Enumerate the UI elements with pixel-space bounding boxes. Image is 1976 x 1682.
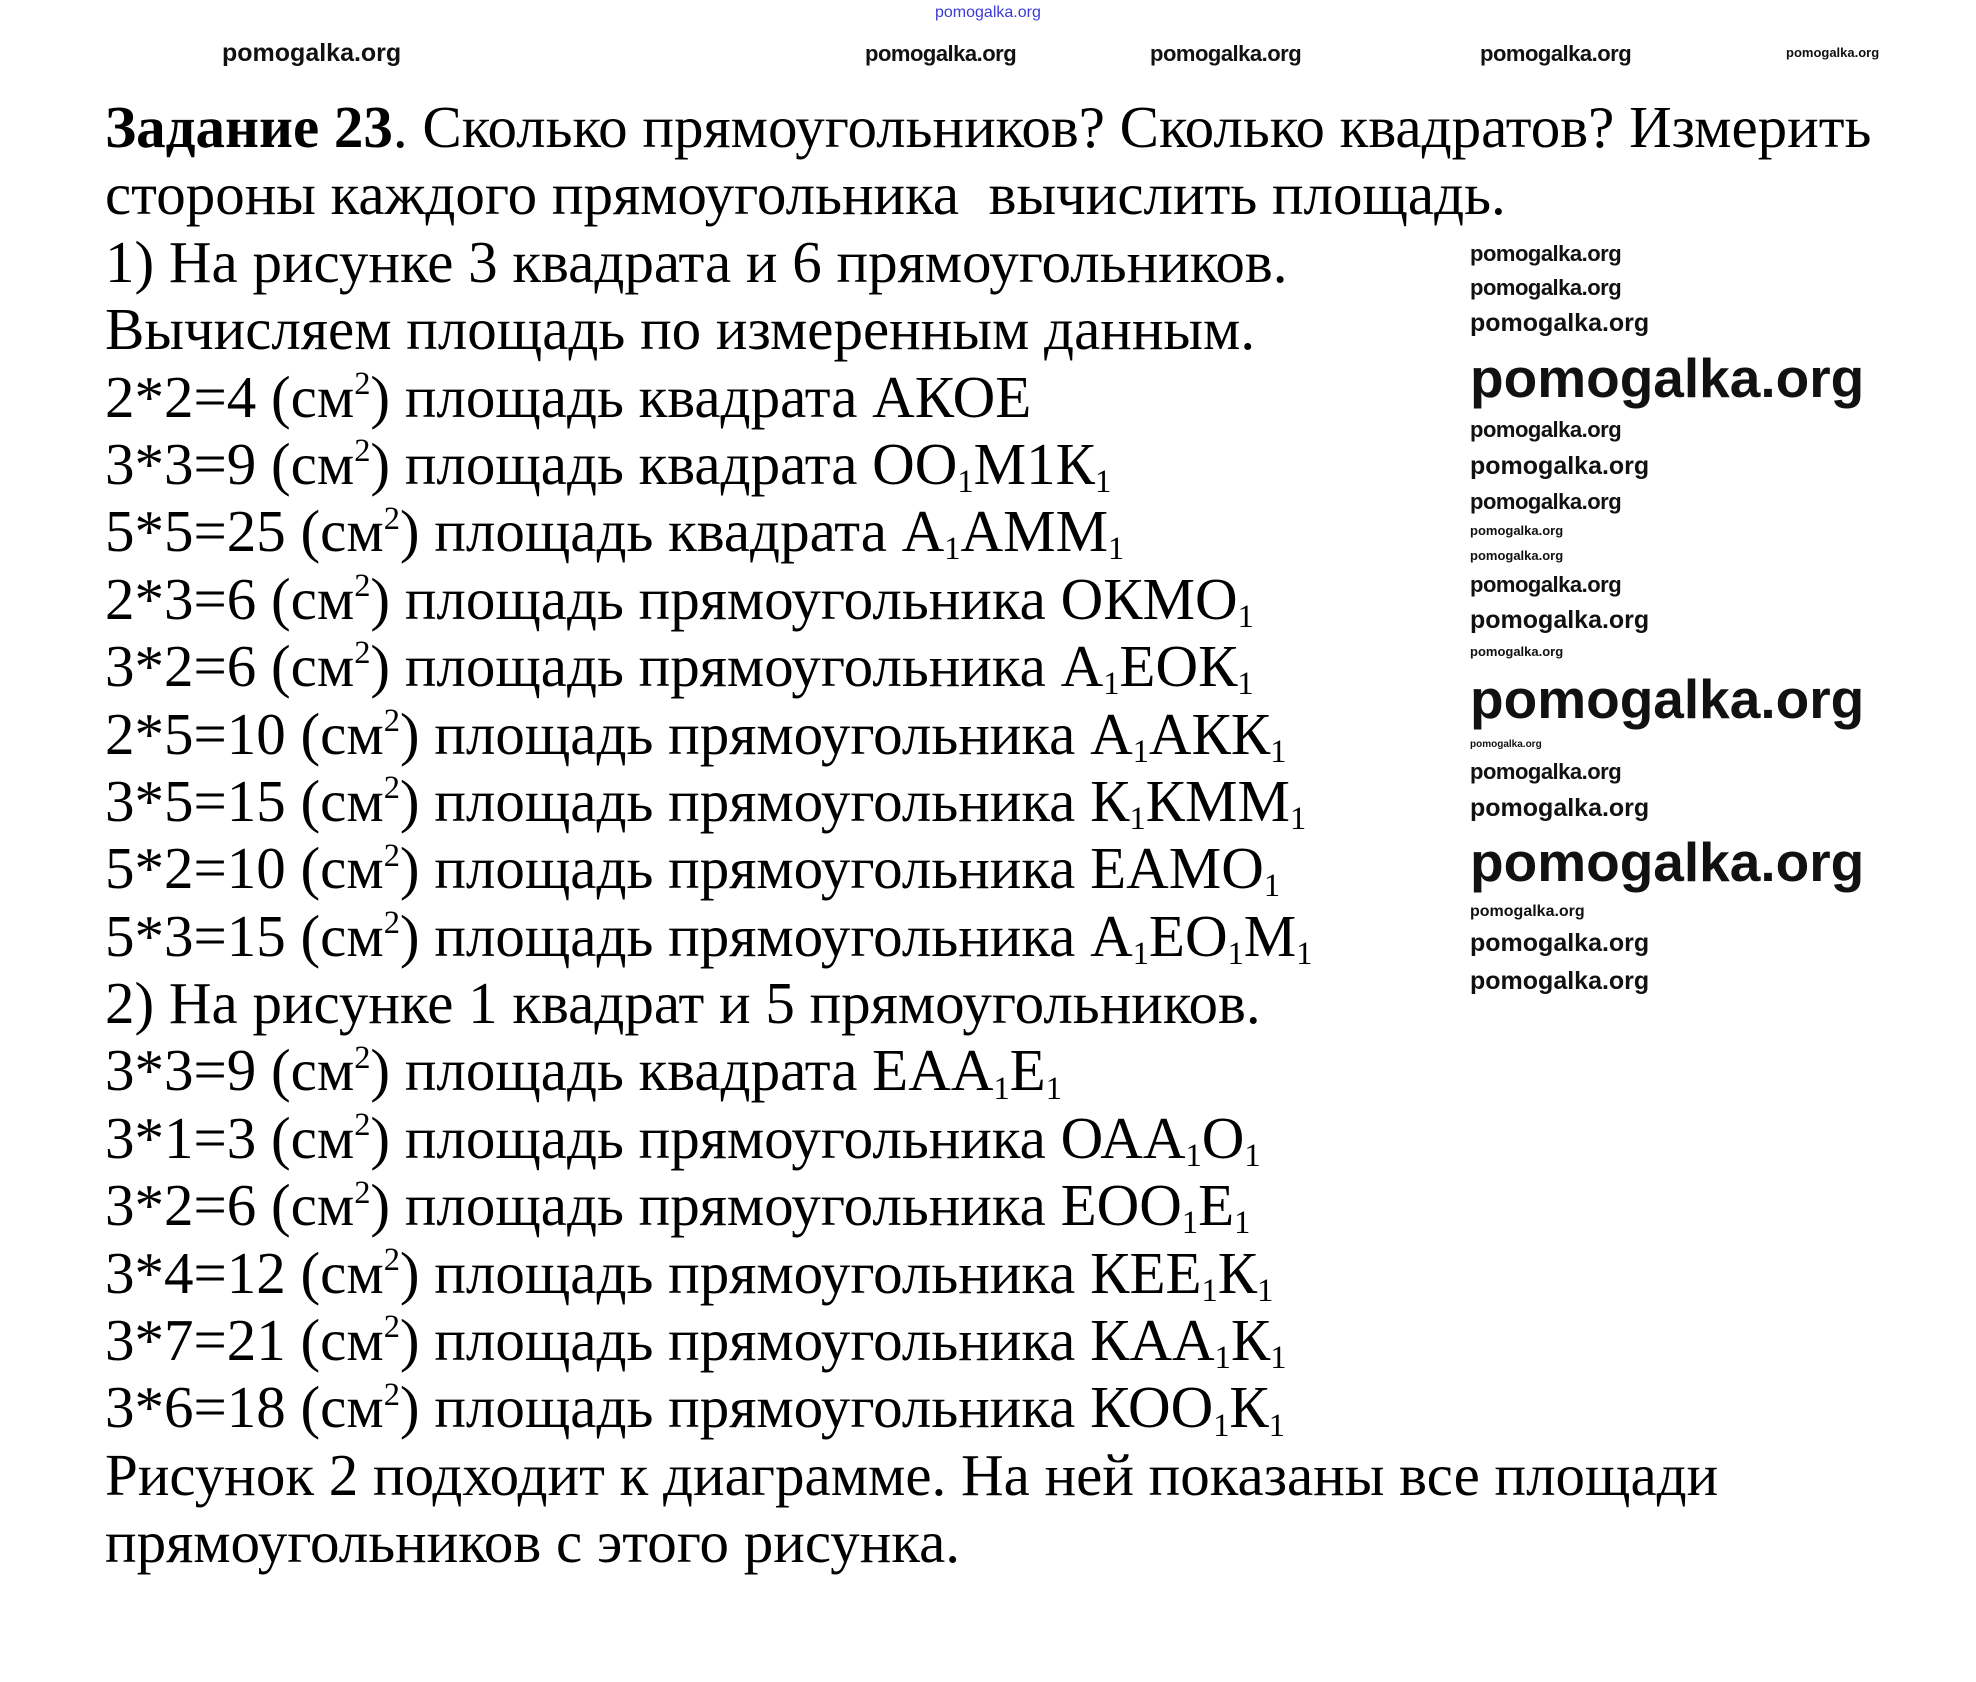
text-segment: К [1217,1239,1258,1306]
watermark: pomogalka.org [1470,667,1865,730]
watermark: pomogalka.org [1480,41,1632,66]
text-segment: 3*5=15 (см [105,767,384,834]
subscript: 1 [1201,1272,1218,1309]
superscript: 2 [354,1039,371,1076]
text-segment: ) площадь прямоугольника А [399,700,1133,767]
text-segment: 5*3=15 (см [105,902,384,969]
subscript: 1 [1257,1272,1274,1309]
text-segment: 2) На рисунке 1 квадрат и 5 прямоугольников. [105,970,1261,1037]
watermark: pomogalka.org [1470,902,1585,920]
watermark: pomogalka.org [1470,739,1542,751]
superscript: 2 [354,635,371,672]
superscript: 2 [383,1376,400,1413]
text-segment: Вычисляем площадь по измеренным данным. [105,296,1256,363]
watermark: pomogalka.org [1470,571,1622,597]
text-segment: К [1229,1374,1269,1441]
superscript: 2 [383,702,400,739]
superscript: 2 [383,1241,400,1278]
text-line [105,1307,1871,1377]
superscript: 2 [354,568,371,605]
text-segment: 3*3=9 (см [105,1037,355,1104]
text-segment: ) площадь квадрата ЕАА [370,1037,994,1104]
text-segment: Рисунок 2 подходит к диаграмме. На ней показаны все площади [105,1441,1719,1508]
text-segment: ) площадь прямоугольника А [370,633,1104,700]
subscript: 1 [1289,801,1307,838]
watermark-column [1470,242,1864,995]
superscript: 2 [383,1309,400,1346]
subscript: 1 [1181,1205,1199,1242]
watermark: pomogalka.org [1470,309,1650,338]
superscript: 2 [354,1174,371,1211]
text-segment: Е [1198,1172,1235,1239]
text-line [105,1442,1871,1509]
subscript: 1 [1213,1407,1230,1444]
subscript: 1 [1237,666,1254,703]
watermark: pomogalka.org [1150,41,1302,66]
superscript: 2 [383,770,400,807]
text-segment: 1) На рисунке 3 квадрата и 6 прямоугольников. [105,228,1288,295]
watermark: pomogalka.org [1470,417,1622,443]
text-segment: 3*6=18 (см [105,1374,384,1441]
watermark: pomogalka.org [222,39,402,67]
watermark: pomogalka.org [935,4,1041,21]
text-segment: М [1243,902,1297,969]
watermark: pomogalka.org [1470,489,1622,515]
text-segment: ЕОК [1119,633,1238,700]
subscript: 1 [1263,868,1281,905]
text-segment: ) площадь квадрата А [399,498,945,565]
watermark: pomogalka.org [1470,759,1622,785]
watermark: pomogalka.org [1470,929,1650,958]
subscript: 1 [1185,1137,1202,1174]
subscript: 1 [1103,666,1120,703]
text-segment: ) площадь прямоугольника ОАА [370,1104,1186,1171]
subscript: 1 [1244,1137,1261,1174]
text-line [105,1105,1871,1172]
watermark: pomogalka.org [1470,606,1650,635]
subscript: 1 [1237,598,1254,635]
text-segment: 3*7=21 (см [105,1307,384,1374]
subscript: 1 [957,464,974,501]
watermark: pomogalka.org [1470,451,1650,480]
text-segment: 3*1=3 (см [105,1104,355,1171]
subscript: 1 [1129,801,1146,838]
subscript: 1 [1227,935,1244,972]
text-line [105,1509,1871,1576]
superscript: 2 [354,365,371,402]
text-segment: стороны каждого прямоугольника вычислить площадь. [105,161,1506,228]
subscript: 1 [1214,1340,1231,1377]
text-segment: К [1230,1307,1271,1374]
subscript: 1 [993,1070,1010,1107]
watermark: pomogalka.org [1470,523,1564,539]
watermark: pomogalka.org [1470,241,1622,266]
text-segment: ) площадь прямоугольника КЕЕ [399,1239,1202,1306]
watermark: pomogalka.org [1470,547,1564,563]
text-segment: ) площадь квадрата ОО [370,430,958,497]
text-segment: 2*2=4 (см [105,363,355,430]
text-line [105,1037,1871,1107]
watermark: pomogalka.org [1470,643,1564,659]
superscript: 2 [354,1107,371,1144]
text-line [105,1374,1871,1444]
text-segment: 2*5=10 (см [105,700,384,767]
text-segment: Е [1009,1037,1046,1104]
subscript: 1 [1296,935,1313,972]
superscript: 2 [354,433,371,470]
watermark: pomogalka.org [1470,966,1650,995]
text-segment: прямоугольников с этого рисунка. [105,1509,961,1576]
text-segment: . Сколько прямоугольников? Сколько квадратов? Измерить [392,94,1872,160]
superscript: 2 [383,500,400,537]
text-segment: 5*2=10 (см [105,835,384,902]
text-segment: ) площадь квадрата АКОЕ [370,363,1032,430]
watermark: pomogalka.org [1786,45,1880,60]
subscript: 1 [1108,531,1125,568]
text-segment: 5*5=25 (см [105,498,384,565]
text-segment: ЕО [1148,902,1228,969]
text-segment: АММ [960,498,1109,565]
subscript: 1 [1268,1407,1285,1444]
text-segment: ) площадь прямоугольника ЕАМО [399,835,1264,902]
text-segment: 3*2=6 (см [105,1172,355,1239]
text-segment: ) площадь прямоугольника А [399,902,1133,969]
text-segment: ) площадь прямоугольника КОО [399,1374,1214,1441]
text-line [105,161,1871,228]
subscript: 1 [944,531,961,568]
subscript: 1 [1132,935,1149,972]
text-segment: ) площадь прямоугольника К [399,767,1130,834]
watermark: pomogalka.org [865,41,1017,66]
watermark: pomogalka.org [1470,275,1622,301]
text-segment: М1К [973,430,1095,497]
subscript: 1 [1270,1340,1287,1377]
subscript: 1 [1045,1070,1062,1107]
superscript: 2 [383,837,400,874]
text-segment: 2*3=6 (см [105,565,355,632]
subscript: 1 [1270,733,1287,770]
subscript: 1 [1234,1205,1251,1242]
text-segment: 3*3=9 (см [105,430,355,497]
task-number: Задание 23 [105,94,393,160]
text-segment: КММ [1145,767,1290,834]
text-line [105,1172,1871,1242]
subscript: 1 [1094,464,1112,501]
text-line [105,1240,1871,1307]
task-heading-line [105,94,1871,161]
text-segment: 3*2=6 (см [105,633,355,700]
watermark: pomogalka.org [1470,346,1865,409]
text-segment: ) площадь прямоугольника ЕОО [370,1172,1182,1239]
text-segment: ) площадь прямоугольника ОКМО [370,565,1238,632]
text-segment: О [1201,1104,1245,1171]
text-segment: ) площадь прямоугольника КАА [399,1307,1215,1374]
superscript: 2 [383,904,400,941]
watermark: pomogalka.org [1470,793,1650,822]
text-segment: АКК [1148,700,1271,767]
text-segment: 3*4=12 (см [105,1239,384,1306]
subscript: 1 [1132,733,1149,770]
watermark: pomogalka.org [1470,831,1865,894]
